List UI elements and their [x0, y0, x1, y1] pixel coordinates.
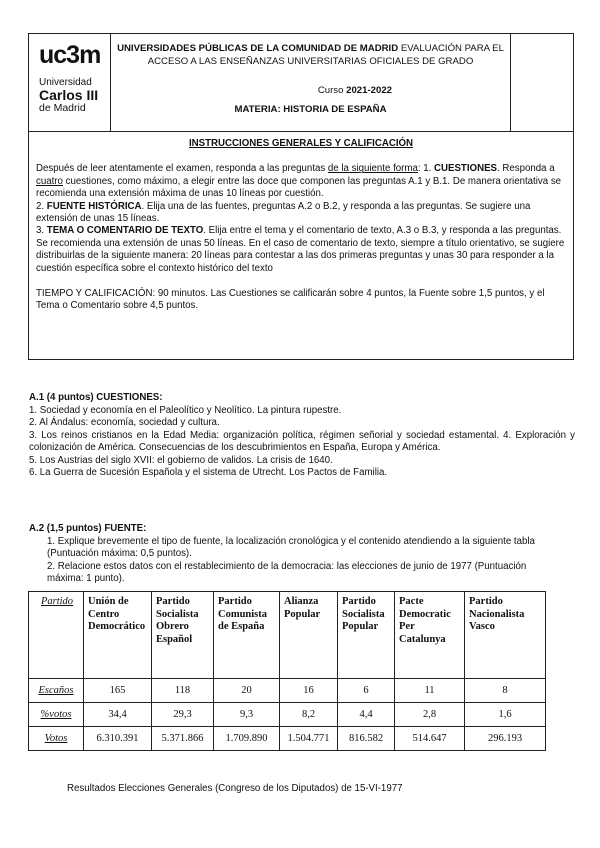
- table-cell: 514.647: [395, 727, 465, 751]
- table-header: Partido Comunista de España: [214, 592, 280, 679]
- row-label: Votos: [29, 727, 84, 751]
- table-cell: 6.310.391: [84, 727, 152, 751]
- instruction-2: 2. FUENTE HISTÓRICA. Elija una de las fuentes, preguntas A.2 o B.2, y responda a las preguntas. Se sugiere una extensión de unas 15 líneas.: [36, 200, 531, 225]
- row-label: Escaños: [29, 679, 84, 703]
- table-cell: 2,8: [395, 703, 465, 727]
- table-cell: 8: [465, 679, 546, 703]
- a1-item: 6. La Guerra de Sucesión Española y el sistema de Utrecht. Los Pactos de Familia.: [29, 467, 388, 478]
- a2-question-1: 1. Explique brevemente el tipo de fuente, la localización cronológica y el contenido atendiendo a la siguiente tabla (Puntuación máxima: 0,5 puntos).: [47, 535, 535, 559]
- time-and-grading: TIEMPO Y CALIFICACIÓN: 90 minutos. Las Cuestiones se calificarán sobre 4 puntos, la Fuente sobre 1,5 puntos, y el Tema o Comentario sobre 4,5 puntos.: [36, 288, 545, 312]
- header-empty-cell: [511, 34, 573, 131]
- table-header: Unión de Centro Democrático: [84, 592, 152, 679]
- table-header: Partido: [29, 592, 84, 679]
- a2-question-2: 2. Relacione estos datos con el restablecimiento de la democracia: las elecciones de junio de 1977 (Puntuación máxima: 1 punto).: [47, 560, 527, 584]
- table-cell: 118: [152, 679, 214, 703]
- table-cell: 8,2: [280, 703, 338, 727]
- table-header: Pacte Democratic Per Catalunya: [395, 592, 465, 679]
- instruction-3: 3. TEMA O COMENTARIO DE TEXTO. Elija entre el tema y el comentario de texto, A.3 o B.3, y responda a las preguntas. Se recomienda una extensión de unas 50 líneas. En el caso de comentario de texto, siempre a título orientativo, se sugiere distribuirlas de la siguiente manera: 20 líneas para contestar a las dos primeras preguntas y unas 30 para responder a la cuestión específica sobre el contexto histórico del texto: [36, 225, 565, 274]
- table-caption: Resultados Elecciones Generales (Congreso de los Diputados) de 15-VI-1977: [67, 783, 403, 794]
- section-a1: [29, 392, 575, 480]
- table-cell: 6: [338, 679, 395, 703]
- table-cell: 165: [84, 679, 152, 703]
- election-results-table: [28, 591, 546, 751]
- a1-title: A.1 (4 puntos) CUESTIONES:: [29, 392, 163, 403]
- logo-line-2: Carlos III: [39, 87, 99, 103]
- table-row: [29, 727, 546, 751]
- instructions-title: INSTRUCCIONES GENERALES Y CALIFICACIÓN: [188, 138, 414, 149]
- logo-line-1: Universidad: [39, 77, 92, 88]
- table-cell: 1.709.890: [214, 727, 280, 751]
- instructions-box: [28, 132, 574, 360]
- table-header: Alianza Popular: [280, 592, 338, 679]
- table-cell: 11: [395, 679, 465, 703]
- header-title: UNIVERSIDADES PÚBLICAS DE LA COMUNIDAD DE MADRID EVALUACIÓN PARA EL ACCESO A LAS ENSEÑANZAS UNIVERSITARIAS OFICIALES DE GRADO: [117, 43, 504, 67]
- header-title-block: [111, 34, 511, 131]
- table-header: Partido Socialista Obrero Español: [152, 592, 214, 679]
- table-cell: 1,6: [465, 703, 546, 727]
- table-cell: 29,3: [152, 703, 214, 727]
- a1-item: 3. Los reinos cristianos en la Edad Media: organización política, régimen señorial y sociedad estamental. 4. Exploración y colonización de América. Consecuencias de los descubrimientos en España, Europa y América.: [29, 429, 575, 453]
- university-logo: [29, 34, 111, 131]
- exam-header: [28, 33, 574, 132]
- table-cell: 4,4: [338, 703, 395, 727]
- table-header: Partido Socialista Popular: [338, 592, 395, 679]
- table-cell: 34,4: [84, 703, 152, 727]
- table-header-row: [29, 592, 546, 679]
- curso: Curso 2021-2022: [317, 85, 392, 96]
- table-cell: 9,3: [214, 703, 280, 727]
- materia: MATERIA: HISTORIA DE ESPAÑA: [234, 103, 387, 115]
- table-cell: 296.193: [465, 727, 546, 751]
- row-label: %votos: [29, 703, 84, 727]
- logo-line-3: de Madrid: [39, 102, 86, 114]
- section-a2: [29, 523, 575, 586]
- table-header: Partido Nacionalista Vasco: [465, 592, 546, 679]
- table-row: [29, 679, 546, 703]
- instruction-1: Después de leer atentamente el examen, responda a las preguntas de la siguiente forma: 1. CUESTIONES. Responda a cuatro cuestiones, como máximo, a elegir entre las doce que componen las preguntas A.1 y B.1. De manera orientativa se recomienda una extensión máxima de unas 10 líneas por cuestión.: [36, 163, 562, 200]
- a1-item: 5. Los Austrias del siglo XVII: el gobierno de validos. La crisis de 1640.: [29, 454, 333, 466]
- table-cell: 5.371.866: [152, 727, 214, 751]
- a1-item: 2. Al Ándalus: economía, sociedad y cultura.: [29, 417, 220, 428]
- table-cell: 16: [280, 679, 338, 703]
- table-cell: 20: [214, 679, 280, 703]
- table-cell: 816.582: [338, 727, 395, 751]
- a2-title: A.2 (1,5 puntos) FUENTE:: [29, 523, 147, 534]
- a1-item: 1. Sociedad y economía en el Paleolítico y Neolítico. La pintura rupestre.: [29, 404, 342, 416]
- table-cell: 1.504.771: [280, 727, 338, 751]
- table-row: [29, 703, 546, 727]
- logo-brand: uc3m: [39, 41, 101, 69]
